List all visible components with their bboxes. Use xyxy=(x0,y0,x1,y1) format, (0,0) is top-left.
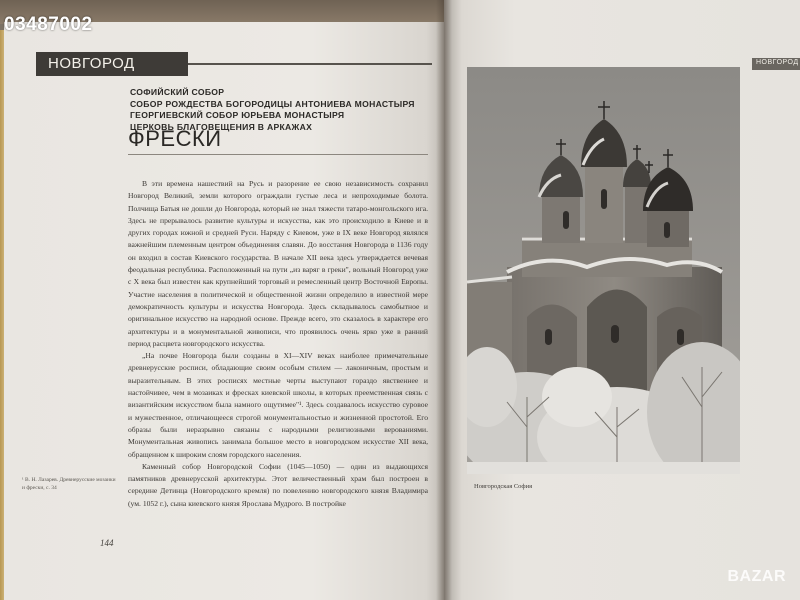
footnote: ¹ В. Н. Лазарев. Древнерусские мозаики и фрески, с. 34 xyxy=(22,477,116,491)
section-title: ФРЕСКИ xyxy=(128,126,222,151)
book-spine xyxy=(436,0,452,600)
page-number: 144 xyxy=(100,538,114,548)
monument-item: ЦЕРКОВЬ БЛАГОВЕЩЕНИЯ В АРКАЖАХ xyxy=(130,121,313,132)
watermark-logo: BAZAR xyxy=(727,568,786,585)
section-rule xyxy=(128,154,428,155)
photo-caption: Новгородская София xyxy=(474,483,533,490)
running-header-text: НОВГОРОД xyxy=(756,59,799,66)
paragraph: В эти времена нашествий на Русь и разорение ее свою независимость сохранил Новгород Великий, земли которого ограждали густые леса и непроходимые болота. Полчища Батыя не дошли до Новгорода, который не знал тяжести татаро-монгольского ига. Здесь не прерывалось развитие культуры и искусства, как это происходило в Киеве и в других городах южной и средней Руси. Наряду с Киевом, уже в IX веке Новгород являлся важнейшим племенным центром объединения славян. До восстания Новгорода в 1136 году он входил в состав Киевского государства. В начале XII века здесь утверждается вечевая феодальная республика. Расположенный на пути „из варяг в греки", вольный Новгород уже с X века был известен как крупнейший торговый и ремесленный центр Восточной Европы. Участие населения в политической и общественной жизни определило в известной мере демократичность культуры и искусства Новгорода. Здесь складывалось самобытное и оригинальное искусство на народной основе. Прежде всего, это сказалось в характере его архитектуры и в монументальной живописи, что проявилось очень ярко уже в ранний период расцвета новгородского искусства. xyxy=(128,179,428,348)
monument-item: СОФИЙСКИЙ СОБОР xyxy=(130,87,225,97)
chapter-header-title: НОВГОРОД xyxy=(48,55,135,72)
monument-item: ГЕОРГИЕВСКИЙ СОБОР ЮРЬЕВА МОНАСТЫРЯ xyxy=(130,110,345,120)
monument-item: СОБОР РОЖДЕСТВА БОГОРОДИЦЫ АНТОНИЕВА МОНАСТЫРЯ xyxy=(130,98,415,109)
chapter-header-rule xyxy=(188,63,432,65)
paragraph: „На почве Новгорода были созданы в XI—XIV веках наиболее примечательные древнерусские росписи, обладающие своим особым стилем — лаконичным, простым и выразительным. В этих росписях местные черты выступают гораздо явственнее и настойчивее, чем в мозаиках и фресках киевской школы, в которых преемственная связь с византийским искусством была намного ощутимее"¹. Здесь создавалось искусство суровое и мужественное, отличающееся строгой монументальностью и жизненной простотой. Его образы были неразрывно связаны с народными религиозными верованиями. Монументальная живопись занимала большое место в новгородском искусстве XII века, обращенном к широким слоям городского населения. xyxy=(128,351,428,459)
paragraph: Каменный собор Новгородской Софии (1045—1050) — один из выдающихся памятников древнерусской архитектуры. Этот величественный храм был построен в середине Детинца (Новгородского кремля) по повелению новгородского князя Владимира (ум. 1052 г.), сына киевского князя Ярослава Мудрого. В постройке xyxy=(128,461,428,508)
cathedral-photo xyxy=(467,67,740,474)
article-body xyxy=(128,178,428,548)
cathedral-illustration xyxy=(467,67,740,474)
listing-id: 03487002 xyxy=(4,14,93,35)
